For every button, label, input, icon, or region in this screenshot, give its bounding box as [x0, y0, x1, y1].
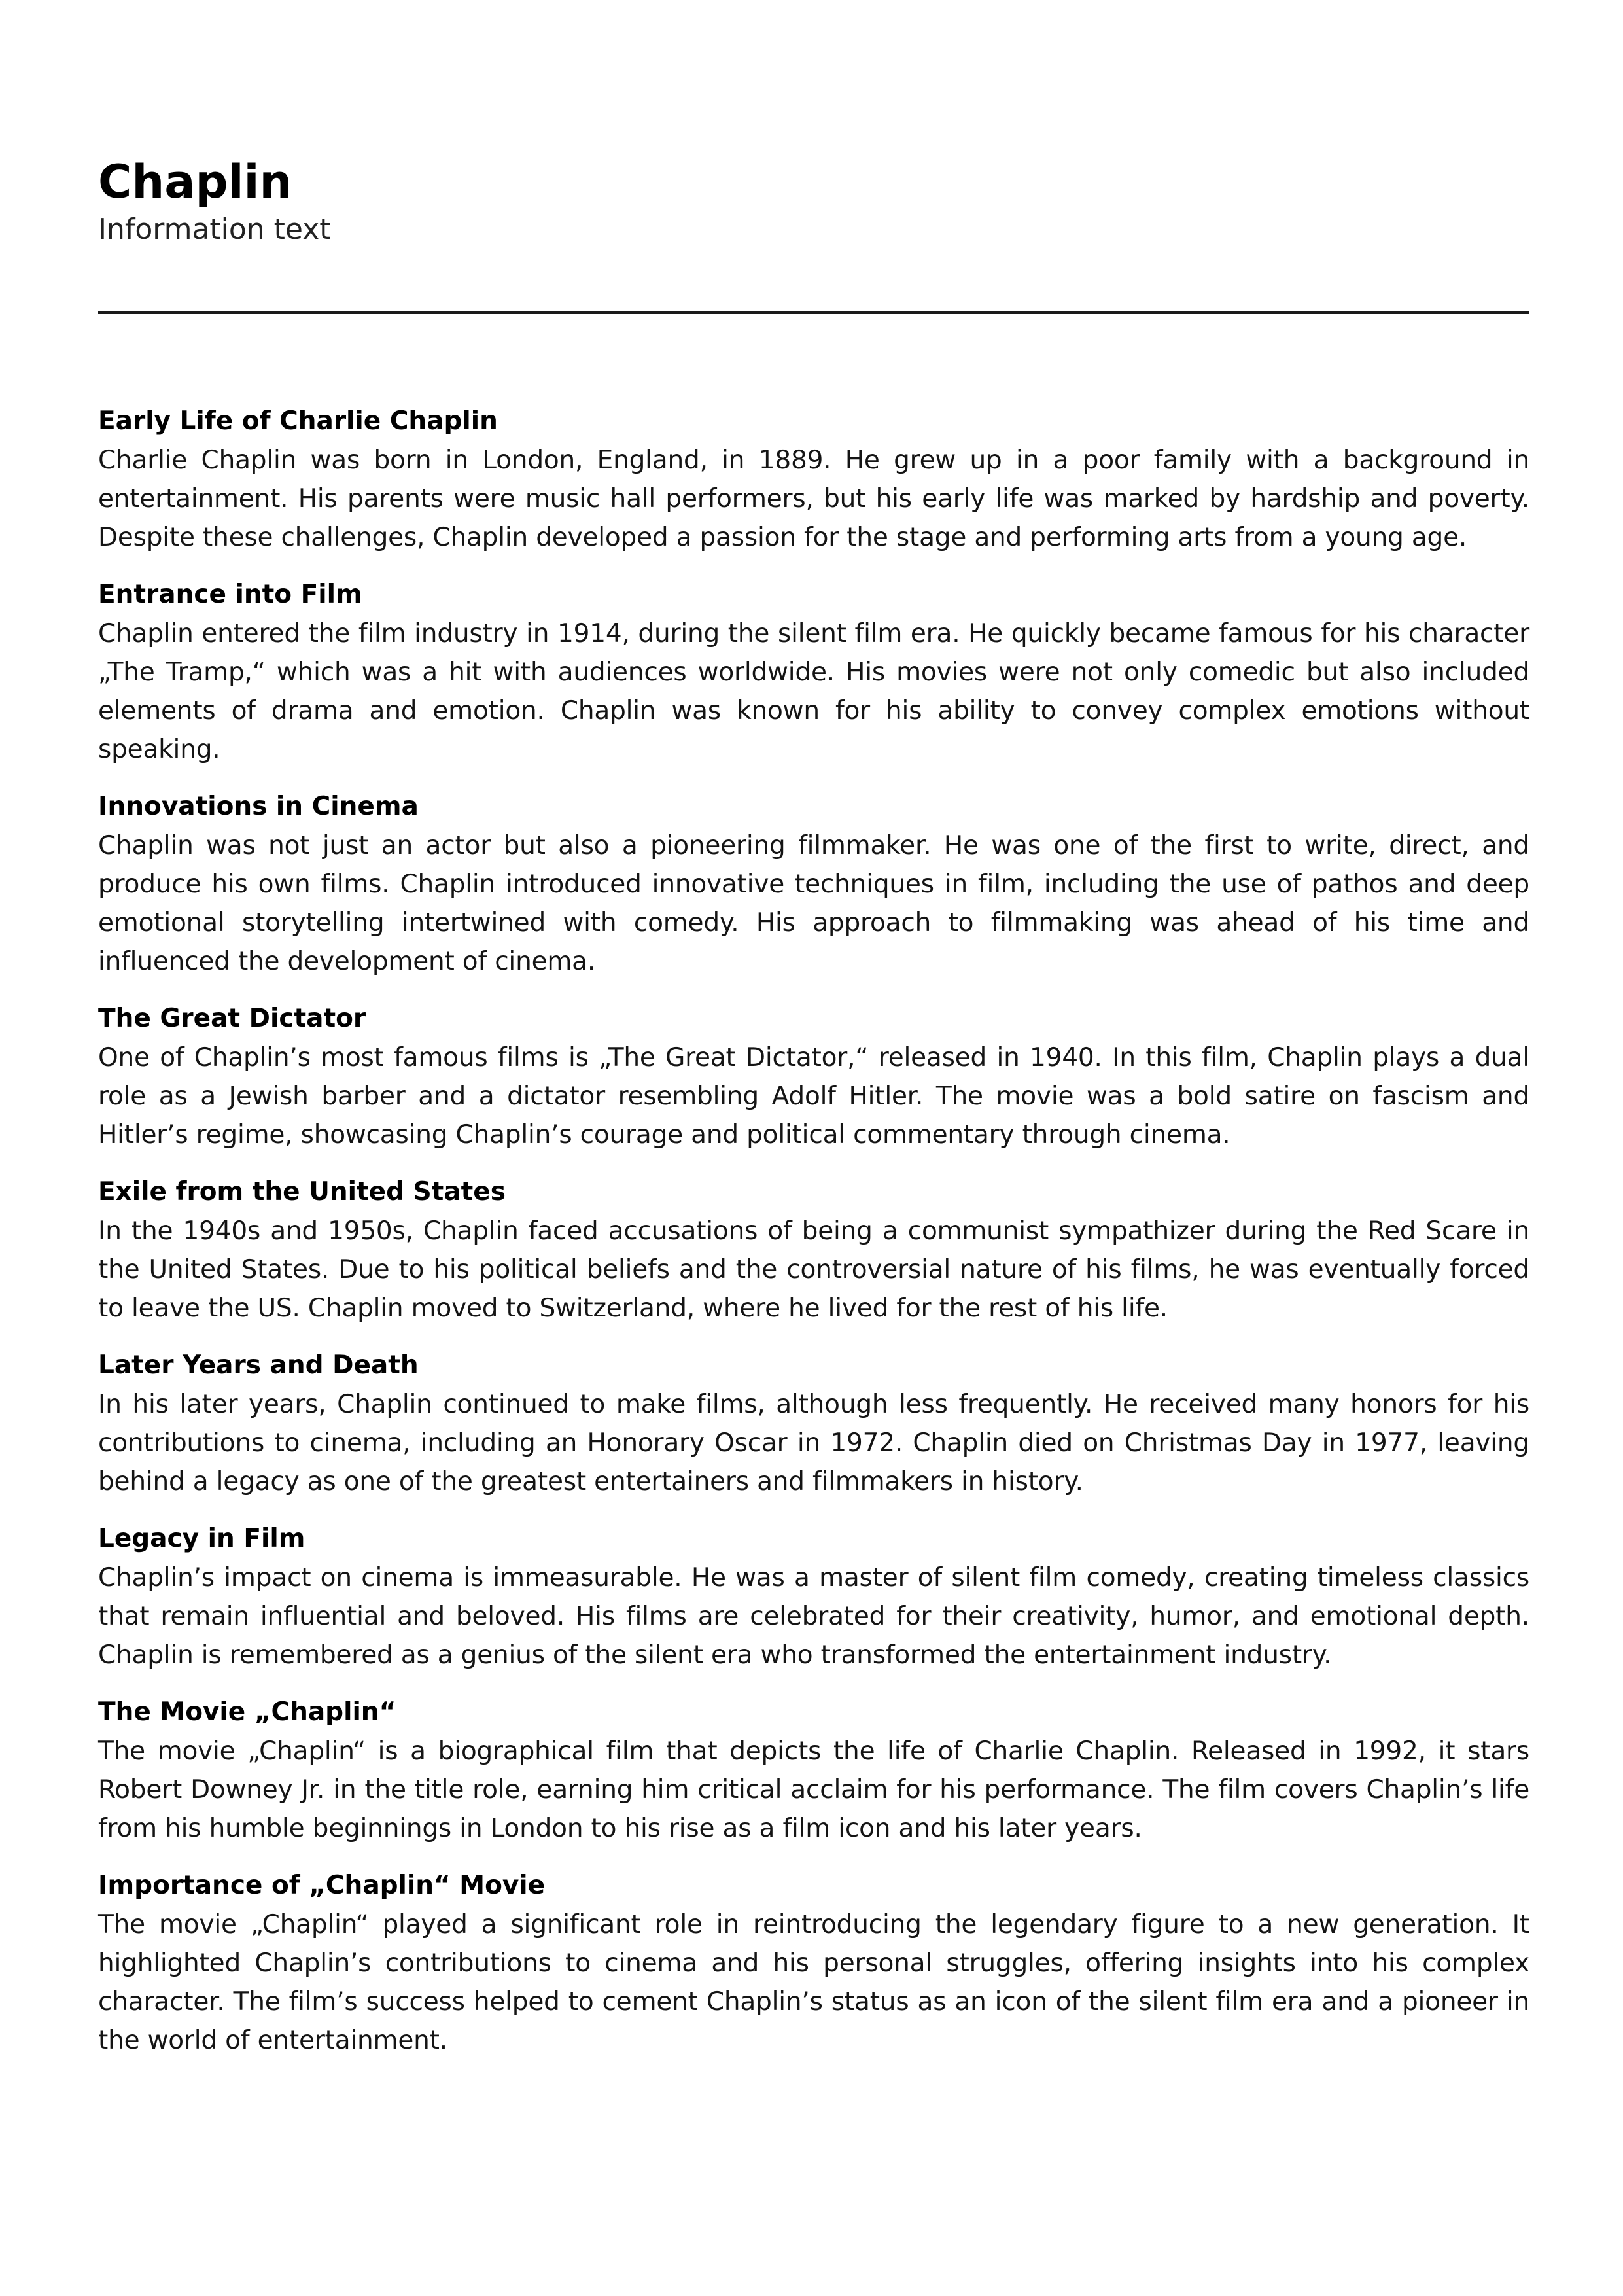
- section-paragraph: The movie „Chaplin“ is a biographical film that depicts the life of Charlie Chaplin. Released in 1992, it stars Robert Downey Jr. in the title role, earning him critical acclaim for his performance. The film covers Chaplin’s life from his humble beginnings in London to his rise as a film icon and his later years.: [98, 1737, 1529, 1843]
- section-entrance-into-film: [98, 575, 1529, 769]
- section-heading: Early Life of Charlie Chaplin: [98, 406, 498, 436]
- document-subtitle: Information text: [98, 213, 331, 246]
- document-header: [98, 154, 1529, 249]
- section-movie-chaplin: [98, 1693, 1529, 1848]
- section-paragraph: Chaplin was not just an actor but also a pioneering filmmaker. He was one of the first to write, direct, and produce his own films. Chaplin introduced innovative techniques in film, including the use of pathos and deep emotional storytelling intertwined with comedy. His approach to filmmaking was ahead of his time and influenced the development of cinema.: [98, 831, 1529, 976]
- section-importance-of-movie: [98, 1866, 1529, 2060]
- section-heading: Exile from the United States: [98, 1177, 506, 1207]
- document-title: Chaplin: [98, 155, 292, 209]
- header-divider: [98, 311, 1529, 314]
- section-innovations-in-cinema: [98, 787, 1529, 981]
- section-heading: Innovations in Cinema: [98, 792, 419, 821]
- section-paragraph: Chaplin entered the film industry in 1914, during the silent film era. He quickly became famous for his character „The Tramp,“ which was a hit with audiences worldwide. His movies were not only comedic but also included elements of drama and emotion. Chaplin was known for his ability to convey complex emotions without speaking.: [98, 619, 1529, 764]
- section-heading: The Great Dictator: [98, 1004, 366, 1033]
- section-paragraph: Chaplin’s impact on cinema is immeasurable. He was a master of silent film comedy, creating timeless classics that remain influential and beloved. His films are celebrated for their creativity, humor, and emotional depth. Chaplin is remembered as a genius of the silent era who transformed the entertainment industry.: [98, 1563, 1529, 1670]
- section-early-life: [98, 402, 1529, 557]
- section-later-years: [98, 1346, 1529, 1501]
- document-page: [98, 0, 1529, 2296]
- section-legacy-in-film: [98, 1519, 1529, 1674]
- section-heading: Legacy in Film: [98, 1524, 305, 1553]
- section-exile: [98, 1173, 1529, 1328]
- document-body: [98, 402, 1529, 2078]
- section-paragraph: Charlie Chaplin was born in London, England, in 1889. He grew up in a poor family with a background in entertainment. His parents were music hall performers, but his early life was marked by hardship and poverty. Despite these challenges, Chaplin developed a passion for the stage and performing arts from a young age.: [98, 446, 1529, 552]
- section-paragraph: The movie „Chaplin“ played a significant role in reintroducing the legendary figure to a new generation. It highlighted Chaplin’s contributions to cinema and his personal struggles, offering insights into his complex character. The film’s success helped to cement Chaplin’s status as an icon of the silent film era and a pioneer in the world of entertainment.: [98, 1910, 1529, 2055]
- section-paragraph: One of Chaplin’s most famous films is „The Great Dictator,“ released in 1940. In this film, Chaplin plays a dual role as a Jewish barber and a dictator resembling Adolf Hitler. The movie was a bold satire on fascism and Hitler’s regime, showcasing Chaplin’s courage and political commentary through cinema.: [98, 1043, 1529, 1150]
- section-great-dictator: [98, 999, 1529, 1154]
- section-heading: Later Years and Death: [98, 1351, 419, 1380]
- section-paragraph: In his later years, Chaplin continued to make films, although less frequently. He received many honors for his contributions to cinema, including an Honorary Oscar in 1972. Chaplin died on Christmas Day in 1977, leaving behind a legacy as one of the greatest entertainers and filmmakers in history.: [98, 1390, 1529, 1496]
- section-heading: The Movie „Chaplin“: [98, 1697, 396, 1727]
- section-heading: Entrance into Film: [98, 580, 362, 609]
- section-paragraph: In the 1940s and 1950s, Chaplin faced accusations of being a communist sympathizer during the Red Scare in the United States. Due to his political beliefs and the controversial nature of his films, he was eventually forced to leave the US. Chaplin moved to Switzerland, where he lived for the rest of his life.: [98, 1216, 1529, 1323]
- section-heading: Importance of „Chaplin“ Movie: [98, 1871, 546, 1900]
